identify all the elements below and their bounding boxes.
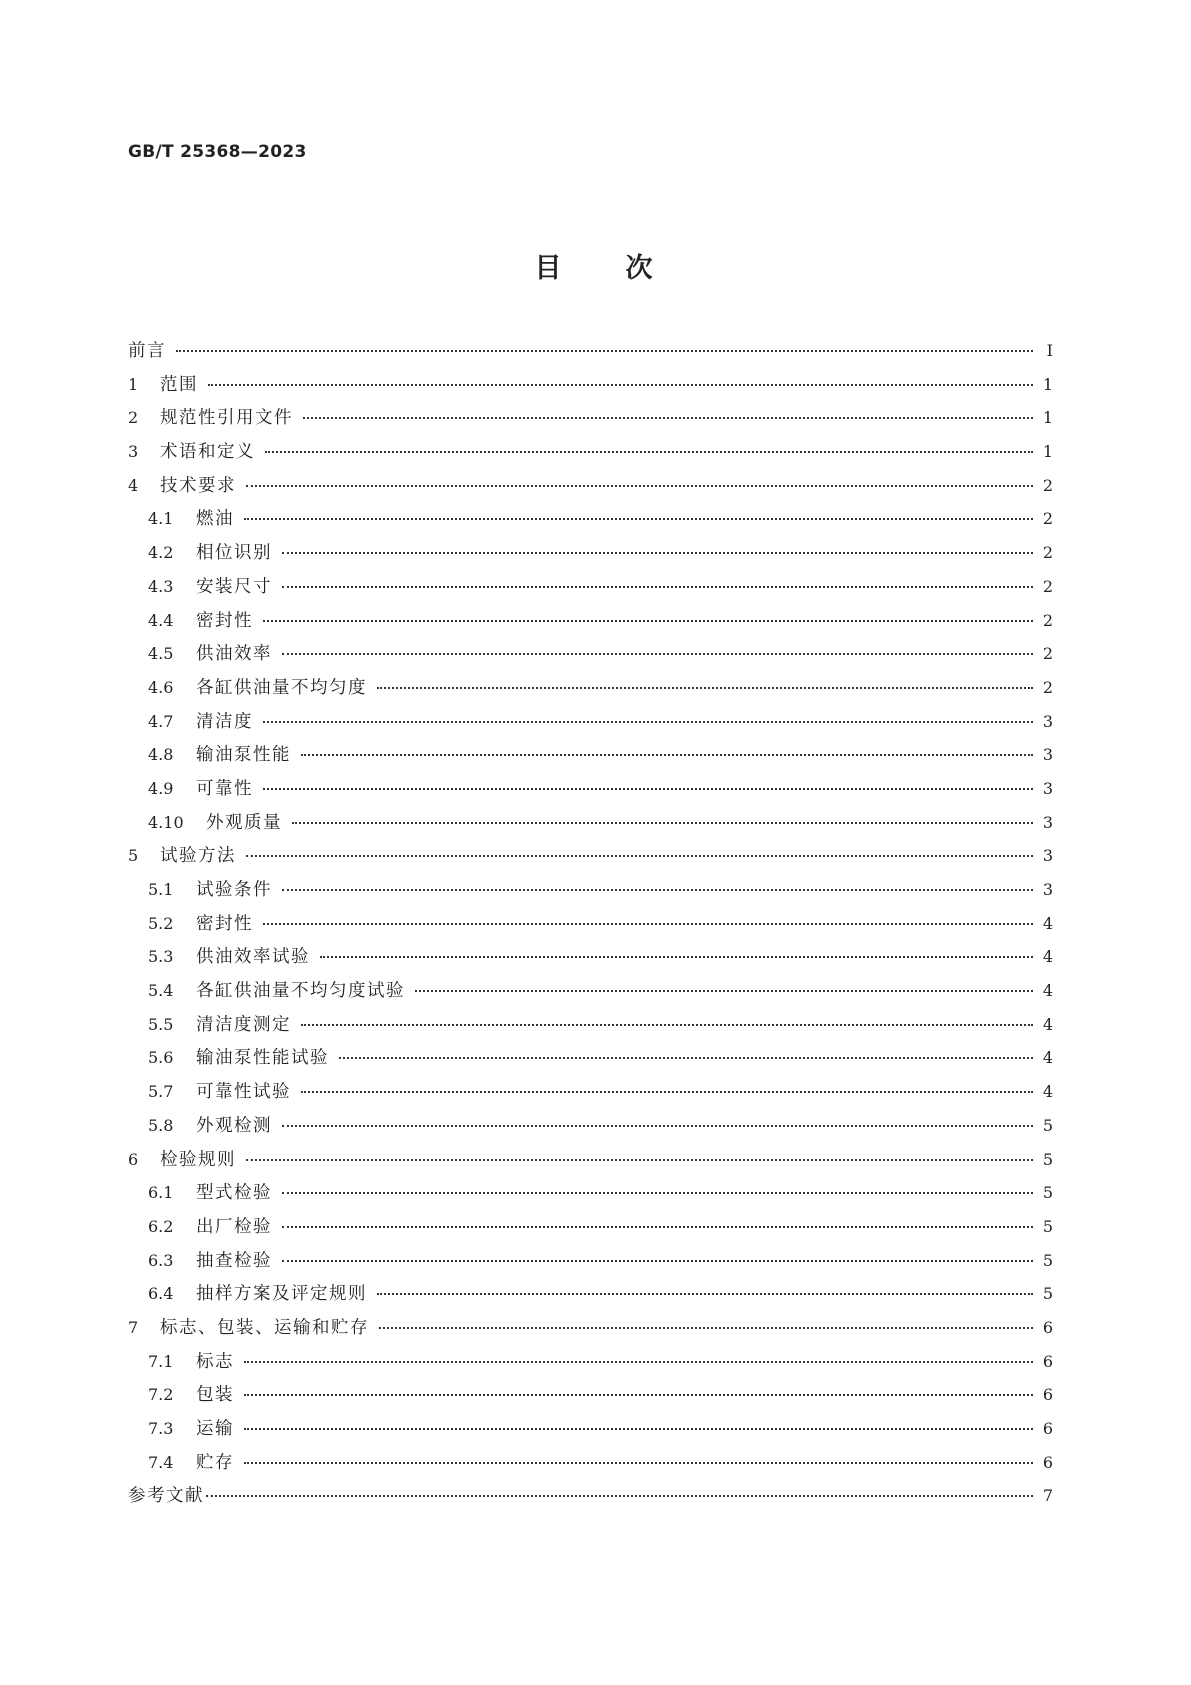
toc-entry-number: 3 — [128, 442, 139, 462]
toc-entry-number: 6 — [128, 1149, 139, 1169]
toc-entry-page: 2 — [1042, 509, 1053, 529]
toc-entry-title: 规范性引用文件 — [160, 408, 293, 429]
toc-entry[interactable] — [128, 708, 1053, 742]
toc-entry-number: 7.3 — [148, 1419, 174, 1438]
toc-entry[interactable] — [128, 607, 1053, 641]
toc-entry-page: 6 — [1042, 1385, 1053, 1405]
toc-entry-title: 外观检测 — [196, 1115, 272, 1136]
toc-entry[interactable] — [128, 573, 1053, 607]
toc-entry-page: 5 — [1042, 1250, 1053, 1270]
toc-entry-page: 2 — [1042, 543, 1053, 563]
toc-entry[interactable] — [128, 1044, 1053, 1078]
toc-dot-leader — [303, 417, 1033, 419]
toc-dot-leader — [415, 990, 1033, 992]
toc-entry-page: 3 — [1042, 745, 1053, 765]
toc-entry-number: 5.1 — [148, 880, 174, 899]
toc-entry[interactable] — [128, 1179, 1053, 1213]
toc-entry-title: 可靠性 — [196, 778, 253, 799]
toc-entry-number: 4 — [128, 475, 139, 495]
toc-entry[interactable] — [128, 1112, 1053, 1146]
toc-entry-title: 相位识别 — [196, 543, 272, 564]
toc-entry[interactable] — [128, 1348, 1053, 1382]
toc-dot-leader — [246, 485, 1033, 487]
toc-entry[interactable] — [128, 910, 1053, 944]
toc-entry-title: 包装 — [196, 1385, 234, 1406]
toc-entry[interactable] — [128, 1482, 1053, 1516]
toc-entry-page: 4 — [1042, 1048, 1053, 1068]
toc-entry-page: 3 — [1042, 846, 1053, 866]
toc-dot-leader — [377, 1293, 1033, 1295]
toc-dot-leader — [176, 350, 1033, 352]
toc-entry[interactable] — [128, 876, 1053, 910]
toc-entry[interactable] — [128, 809, 1053, 843]
toc-entry-title: 各缸供油量不均匀度试验 — [196, 981, 405, 1002]
toc-dot-leader — [282, 889, 1033, 891]
toc-entry-number: 4.7 — [148, 711, 174, 731]
toc-entry-number: 6.2 — [148, 1216, 174, 1236]
toc-entry-number: 4.3 — [148, 576, 174, 596]
toc-entry-page: 2 — [1042, 475, 1053, 495]
toc-entry-title: 术语和定义 — [160, 442, 255, 463]
toc-entry-page: 1 — [1042, 408, 1053, 428]
toc-dot-leader — [244, 1361, 1033, 1363]
toc-dot-leader — [244, 1462, 1033, 1464]
toc-entry-title: 标志 — [196, 1351, 234, 1372]
toc-dot-leader — [265, 451, 1033, 453]
standard-code: GB/T 25368—2023 — [128, 142, 307, 162]
toc-entry-page: 3 — [1042, 812, 1053, 832]
toc-entry-title: 燃油 — [196, 509, 234, 530]
toc-entry-title: 型式检验 — [196, 1183, 272, 1204]
toc-entry-title: 运输 — [196, 1419, 234, 1439]
toc-entry-number: 5.8 — [148, 1115, 174, 1135]
toc-entry-title: 试验条件 — [196, 880, 272, 900]
toc-entry[interactable] — [128, 1280, 1053, 1314]
toc-entry-title: 试验方法 — [160, 846, 236, 867]
toc-dot-leader — [244, 1428, 1033, 1430]
toc-entry-number: 2 — [128, 408, 139, 428]
toc-entry-number: 4.5 — [148, 644, 174, 664]
toc-entry-page: 5 — [1042, 1216, 1053, 1236]
toc-entry-page: 3 — [1042, 711, 1053, 731]
toc-entry-number: 1 — [128, 374, 139, 394]
toc-entry[interactable] — [128, 1314, 1053, 1348]
toc-entry[interactable] — [128, 1415, 1053, 1449]
toc-entry-title: 安装尺寸 — [196, 576, 272, 597]
toc-entry-page: Ⅰ — [1046, 341, 1053, 360]
toc-dot-leader — [263, 620, 1033, 622]
toc-entry-page: 4 — [1042, 1082, 1053, 1102]
toc-entry-page: 1 — [1042, 374, 1053, 394]
toc-entry-page: 3 — [1042, 778, 1053, 798]
toc-dot-leader — [377, 687, 1033, 689]
toc-entry-title: 出厂检验 — [196, 1216, 272, 1237]
toc-entry-number: 6.3 — [148, 1250, 174, 1270]
toc-dot-leader — [263, 721, 1033, 723]
toc-entry[interactable] — [128, 640, 1053, 674]
toc-entry-title: 范围 — [160, 374, 198, 395]
toc-entry-page: 7 — [1042, 1486, 1053, 1506]
toc-entry[interactable] — [128, 1247, 1053, 1281]
toc-entry-number: 4.10 — [148, 812, 184, 832]
toc-entry-title: 密封性 — [196, 913, 253, 934]
toc-entry-page: 6 — [1042, 1452, 1053, 1472]
toc-entry-page: 5 — [1042, 1183, 1053, 1203]
toc-dot-leader — [301, 1024, 1033, 1026]
toc-entry[interactable] — [128, 1213, 1053, 1247]
toc-dot-leader — [208, 384, 1033, 386]
toc-entry[interactable] — [128, 371, 1053, 405]
toc-entry[interactable] — [128, 741, 1053, 775]
toc-entry[interactable] — [128, 472, 1053, 506]
toc-entry-number: 5 — [128, 846, 139, 866]
toc-entry[interactable] — [128, 539, 1053, 573]
toc-entry-page: 4 — [1042, 947, 1053, 967]
page-title — [0, 246, 1191, 285]
toc-entry-page: 2 — [1042, 576, 1053, 596]
toc-entry-number: 6.4 — [148, 1284, 174, 1304]
toc-dot-leader — [246, 855, 1033, 857]
toc-entry[interactable] — [128, 404, 1053, 438]
toc-dot-leader — [244, 518, 1033, 520]
toc-entry-number: 7.4 — [148, 1452, 174, 1472]
toc-entry-number: 6.1 — [148, 1183, 174, 1203]
toc-dot-leader — [301, 1091, 1033, 1093]
toc-dot-leader — [379, 1327, 1033, 1329]
toc-entry-title: 各缸供油量不均匀度 — [196, 677, 367, 698]
toc-dot-leader — [301, 754, 1033, 756]
toc-entry-number: 7.1 — [148, 1351, 174, 1371]
toc-entry-title: 抽样方案及评定规则 — [196, 1284, 367, 1305]
toc-entry-title: 标志、包装、运输和贮存 — [160, 1317, 369, 1338]
toc-dot-leader — [282, 653, 1033, 655]
toc-dot-leader — [282, 1226, 1033, 1228]
toc-dot-leader — [282, 586, 1033, 588]
toc-entry-title: 输油泵性能试验 — [196, 1048, 329, 1069]
toc-entry[interactable] — [128, 1146, 1053, 1180]
toc-entry-page: 3 — [1042, 880, 1053, 899]
toc-entry-title: 清洁度 — [196, 711, 253, 732]
title-part-2: 次 — [625, 253, 657, 284]
toc-entry-number: 5.3 — [148, 947, 174, 967]
toc-entry-number: 4.4 — [148, 610, 174, 630]
toc-entry-number: 5.2 — [148, 913, 174, 933]
toc-entry-title: 参考文献 — [128, 1486, 204, 1507]
toc-entry[interactable] — [128, 1381, 1053, 1415]
toc-entry-title: 外观质量 — [206, 812, 282, 833]
toc-entry-number: 4.6 — [148, 677, 174, 697]
toc-entry-page: 1 — [1042, 442, 1053, 462]
toc-entry-number: 5.5 — [148, 1014, 174, 1034]
toc-entry-title: 贮存 — [196, 1452, 234, 1473]
table-of-contents — [128, 337, 1053, 1516]
toc-entry[interactable] — [128, 1011, 1053, 1045]
toc-entry-page: 5 — [1042, 1115, 1053, 1135]
toc-dot-leader — [282, 1125, 1033, 1127]
toc-entry[interactable] — [128, 438, 1053, 472]
toc-dot-leader — [206, 1495, 1033, 1497]
toc-entry-page: 5 — [1042, 1284, 1053, 1304]
toc-dot-leader — [246, 1159, 1033, 1161]
toc-entry-page: 2 — [1042, 644, 1053, 664]
toc-entry-number: 4.1 — [148, 509, 174, 529]
toc-entry[interactable] — [128, 943, 1053, 977]
title-part-1: 目 — [534, 253, 566, 284]
toc-dot-leader — [263, 788, 1033, 790]
toc-entry[interactable] — [128, 505, 1053, 539]
toc-entry-number: 7 — [128, 1317, 139, 1337]
toc-entry-number: 5.7 — [148, 1082, 174, 1102]
toc-entry-title: 密封性 — [196, 610, 253, 631]
toc-dot-leader — [282, 1260, 1033, 1262]
toc-entry[interactable] — [128, 1078, 1053, 1112]
toc-entry[interactable] — [128, 842, 1053, 876]
toc-entry[interactable] — [128, 775, 1053, 809]
toc-entry-page: 6 — [1042, 1351, 1053, 1371]
toc-entry-title: 供油效率 — [196, 644, 272, 665]
toc-entry[interactable] — [128, 674, 1053, 708]
toc-dot-leader — [282, 552, 1033, 554]
toc-entry-title: 检验规则 — [160, 1149, 236, 1170]
toc-dot-leader — [282, 1192, 1033, 1194]
toc-entry-number: 4.8 — [148, 745, 174, 765]
toc-entry-page: 5 — [1042, 1149, 1053, 1169]
toc-entry-page: 6 — [1042, 1419, 1053, 1438]
toc-entry[interactable] — [128, 1449, 1053, 1483]
toc-entry-title: 技术要求 — [160, 475, 236, 496]
toc-entry-number: 4.9 — [148, 778, 174, 798]
toc-entry-title: 供油效率试验 — [196, 947, 310, 968]
toc-entry-title: 清洁度测定 — [196, 1014, 291, 1035]
toc-entry-page: 2 — [1042, 610, 1053, 630]
toc-entry-title: 前言 — [128, 341, 166, 361]
toc-entry[interactable] — [128, 337, 1053, 371]
toc-dot-leader — [263, 923, 1033, 925]
toc-entry-title: 抽查检验 — [196, 1250, 272, 1271]
toc-entry-page: 6 — [1042, 1317, 1053, 1337]
toc-dot-leader — [320, 956, 1033, 958]
toc-entry-number: 7.2 — [148, 1385, 174, 1405]
toc-entry-number: 5.4 — [148, 981, 174, 1001]
toc-entry-page: 4 — [1042, 913, 1053, 933]
toc-dot-leader — [339, 1057, 1033, 1059]
toc-entry-page: 4 — [1042, 1014, 1053, 1034]
toc-entry-title: 可靠性试验 — [196, 1082, 291, 1103]
toc-dot-leader — [244, 1394, 1033, 1396]
toc-entry-page: 2 — [1042, 677, 1053, 697]
toc-entry-title: 输油泵性能 — [196, 745, 291, 766]
toc-dot-leader — [292, 822, 1033, 824]
toc-entry[interactable] — [128, 977, 1053, 1011]
toc-entry-number: 5.6 — [148, 1048, 174, 1068]
toc-entry-page: 4 — [1042, 981, 1053, 1001]
toc-entry-number: 4.2 — [148, 543, 174, 563]
